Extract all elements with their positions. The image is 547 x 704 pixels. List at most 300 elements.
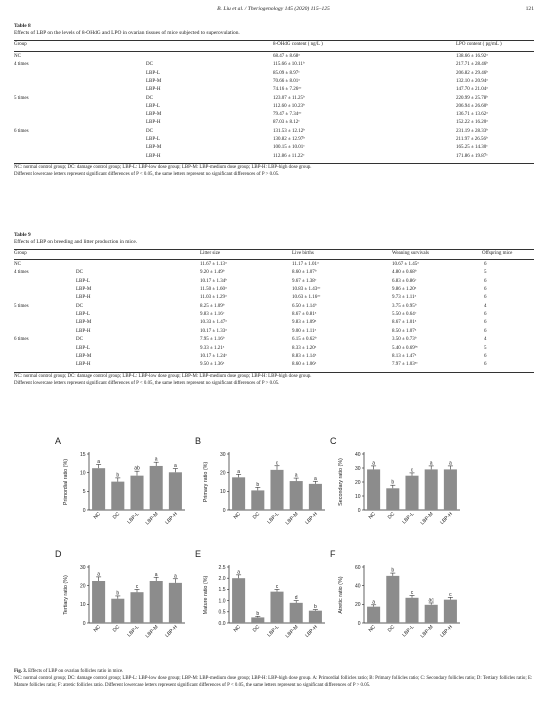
chart-svg-E xyxy=(195,547,335,659)
table8-header-group: Group xyxy=(14,42,27,47)
t9-cell-c2: 6.15 ± 0.62$^b$ xyxy=(292,335,317,343)
t9-cell-c2-letter: a xyxy=(314,352,317,357)
chart-svg-A xyxy=(55,434,195,546)
chart-svg-D xyxy=(55,547,195,659)
bar-nc xyxy=(232,477,245,510)
t9-cell-c3: 3.50 ± 0.73$^b$ xyxy=(392,335,417,343)
y-tick-label: 40 xyxy=(354,451,361,458)
significance-letter: a xyxy=(97,571,100,578)
y-tick-label: 0 xyxy=(82,507,86,514)
y-tick-label: 10 xyxy=(219,489,226,496)
t9-cell-c2-letter: a xyxy=(314,327,317,332)
x-tick-label: LBP-H xyxy=(304,624,319,639)
t8-row-subgroup: LBP-L xyxy=(146,103,160,109)
significance-letter: b xyxy=(314,604,317,611)
t8-row-subgroup: LBP-L xyxy=(146,70,160,76)
t9-row-subgroup: LBP-L xyxy=(76,312,90,318)
x-tick-label: NC xyxy=(232,624,243,634)
bar-dc xyxy=(111,482,124,510)
t8-cell-c1: 87.03 ± 8.12$^c$ xyxy=(273,118,300,126)
bar-nc xyxy=(92,581,105,623)
t9-cell-c1: 9.33 ± 1.21$^a$ xyxy=(200,343,225,351)
t9-cell-c1: 11.50 ± 1.60$^a$ xyxy=(200,285,227,293)
t8-cell-c2: 138.66 ± 16.92$^a$ xyxy=(456,52,488,59)
bar-dc xyxy=(111,599,124,623)
t8-cell-c2: 206.94 ± 26.60$^b$ xyxy=(456,102,488,109)
x-tick-label: LBP-M xyxy=(419,624,435,640)
t8-cell-c1: 112.60 ± 10.23$^b$ xyxy=(273,102,305,109)
bar-lbp-h xyxy=(444,469,457,510)
x-tick-label: LBP-H xyxy=(439,624,454,639)
t9-cell-c4: 4 xyxy=(484,337,487,343)
y-tick-label: 40 xyxy=(354,583,361,590)
t9-row-subgroup: DC xyxy=(76,303,83,309)
bar-lbp-h xyxy=(309,611,322,623)
t9-cell-c3-letter: a xyxy=(414,293,417,298)
t8-cell-c1: 112.86 ± 11.22$^c$ xyxy=(273,152,305,159)
t8-cell-c1: 115.66 ± 10.11$^b$ xyxy=(273,60,305,68)
x-tick-label: DC xyxy=(251,511,262,521)
t9-cell-c3-letter: b xyxy=(414,268,417,273)
t8-cell-c2-letter: b xyxy=(486,102,488,107)
y-tick-label: 30 xyxy=(219,451,226,458)
chart-panel-D xyxy=(55,547,195,659)
significance-letter: d xyxy=(294,595,298,602)
t9-cell-c1-letter: b xyxy=(222,335,225,340)
significance-letter: b xyxy=(116,590,120,597)
y-tick-label: 20 xyxy=(219,470,226,477)
table8-top-rule xyxy=(14,40,534,41)
t8-cell-c1: 74.16 ± 7.26$^{ac}$ xyxy=(273,85,302,93)
x-tick-label: DC xyxy=(251,624,262,634)
t9-row-subgroup: LBP-M xyxy=(76,353,92,359)
significance-letter: ac xyxy=(428,597,434,604)
table9-header-weaning: Weaning survivals xyxy=(392,251,429,256)
y-tick-label: 15 xyxy=(79,451,86,458)
chart-panel-A xyxy=(55,434,195,546)
bar-lbp-h xyxy=(169,472,182,510)
x-tick-label: NC xyxy=(232,511,243,521)
bar-lbp-l xyxy=(270,592,283,623)
x-tick-label: LBP-H xyxy=(164,624,179,639)
significance-letter: c xyxy=(410,467,414,474)
x-tick-label: LBP-H xyxy=(304,511,319,526)
t9-cell-c3: 9.86 ± 1.20$^a$ xyxy=(392,285,417,293)
t8-cell-c1-letter: c xyxy=(303,143,305,148)
t9-cell-c1-letter: a xyxy=(225,285,227,290)
chart-panel-F xyxy=(330,547,470,659)
chart-panel-C xyxy=(330,434,470,546)
y-tick-label: 1.5 xyxy=(218,587,226,594)
t9-cell-c3: 7.97 ± 1.03$^{ac}$ xyxy=(392,360,418,368)
t9-cell-c2: 6.50 ± 1.14$^b$ xyxy=(292,302,317,309)
figure3-caption-text: NC: normal control group; DC: damage control group; LBP-L: LBP-low dose group; LBP-M: LBP-medium dose group; LBP-H: LBP-high dose group. A: Primordial follicles ratio; B: Primary follicles ratio; C: Secondary follicles ratio; D: Tertiary follicles ratio; E: Mature follicles ratio; F: atretic follicles ratio. Different lowercase letters represent significant differences of P < 0.05, the same letters represent no significant differences of P > 0.05. xyxy=(14,676,533,688)
table9-header-live: Live births xyxy=(292,251,314,256)
table8-label: Table 8 xyxy=(14,23,31,29)
bar-lbp-h xyxy=(309,484,322,510)
x-tick-label: LBP-L xyxy=(266,511,281,526)
table9-notes xyxy=(14,374,536,387)
t8-cell-c1-letter: b xyxy=(303,102,305,107)
x-tick-label: NC xyxy=(367,511,378,521)
table9-note-abbrev: NC: normal control group; DC: damage control group; LBP-L: LBP-low dose group; LBP-M: LBP-medium dose group; LBP-H: LBP-high dose group. xyxy=(14,374,312,379)
y-tick-label: 0 xyxy=(222,507,226,514)
t8-row-subgroup: LBP-L xyxy=(146,137,160,142)
t9-cell-c1: 9.20 ± 1.49$^b$ xyxy=(200,268,225,276)
x-tick-label: DC xyxy=(386,511,397,521)
t9-row-subgroup: LBP-M xyxy=(76,320,92,326)
t8-row-subgroup: LBP-H xyxy=(146,120,161,126)
t8-cell-c1-letter: c xyxy=(302,152,305,156)
t9-row-group: 6 times xyxy=(14,337,29,343)
t8-cell-c2: 152.22 ± 16.20$^a$ xyxy=(456,118,488,126)
t8-cell-c1: 68.47 ± 8.68$^a$ xyxy=(273,52,300,59)
y-tick-label: 0 xyxy=(82,620,86,627)
y-tick-label: 30 xyxy=(79,564,86,571)
significance-letter: b xyxy=(391,479,395,486)
t8-cell-c2: 171.86 ± 19.87$^c$ xyxy=(456,152,488,159)
t9-cell-c4: 6 xyxy=(484,295,487,301)
x-tick-label: LBP-M xyxy=(284,511,300,527)
table9-header-litter: Litter size xyxy=(200,251,221,256)
t8-row-subgroup: LBP-M xyxy=(146,78,162,84)
t9-cell-c3: 10.67 ± 1.45$^a$ xyxy=(392,260,419,267)
bar-lbp-h xyxy=(444,600,457,623)
t8-cell-c2-letter: a xyxy=(486,77,488,82)
t9-cell-c2-letter: ac xyxy=(317,285,321,290)
bar-lbp-m xyxy=(290,603,303,623)
figure3-label: Fig. 3. xyxy=(14,669,27,674)
t9-cell-c1-letter: c xyxy=(222,310,225,315)
y-tick-label: 0.5 xyxy=(218,609,226,616)
panel-letter: A xyxy=(55,436,62,446)
x-tick-label: LBP-L xyxy=(401,624,416,639)
t9-cell-c2: 8.83 ± 1.14$^a$ xyxy=(292,352,317,359)
t9-cell-c1-letter: a xyxy=(225,260,227,265)
t9-cell-c3-letter: a xyxy=(414,352,417,357)
table9-top-rule xyxy=(14,249,534,250)
t9-cell-c4: 6 xyxy=(484,287,487,293)
t8-cell-c2-letter: b xyxy=(486,127,488,132)
y-axis-label: Primordial ratio (%) xyxy=(63,458,69,506)
chart-svg-C xyxy=(330,434,470,546)
x-tick-label: LBP-H xyxy=(164,511,179,526)
figure3-title: Effects of LBP on ovarian follicles ratio in mice. xyxy=(28,669,124,674)
t8-row-group: 6 times xyxy=(14,128,29,134)
significance-letter: c xyxy=(275,460,279,467)
x-tick-label: LBP-M xyxy=(419,511,435,527)
bar-lbp-m xyxy=(425,605,438,623)
y-tick-label: 10 xyxy=(354,493,361,500)
t8-cell-c2: 211.97 ± 26.56$^b$ xyxy=(456,135,488,142)
t9-cell-c2-letter: a xyxy=(314,360,317,365)
t9-cell-c4: 6 xyxy=(484,262,487,267)
t9-cell-c1: 7.95 ± 1.16$^b$ xyxy=(200,335,225,343)
t9-cell-c1: 9.50 ± 1.36$^a$ xyxy=(200,360,225,368)
t9-cell-c1: 10.17 ± 1.33$^a$ xyxy=(200,327,227,334)
table9-bottom-rule xyxy=(14,372,534,373)
t9-cell-c3-letter: ac xyxy=(414,360,418,365)
t9-cell-c4: 5 xyxy=(484,270,487,276)
t9-cell-c1-letter: b xyxy=(222,268,225,273)
t9-row-group: 4 times xyxy=(14,270,29,276)
t8-cell-c2-letter: c xyxy=(486,143,488,148)
t8-cell-c1-letter: c xyxy=(298,118,300,123)
t9-cell-c3: 5.50 ± 0.64$^c$ xyxy=(392,310,417,318)
y-axis-label: Tertiary ratio (%) xyxy=(63,575,69,615)
y-tick-label: 30 xyxy=(354,465,361,472)
x-tick-label: LBP-L xyxy=(266,624,281,639)
table9-caption xyxy=(14,232,137,246)
t8-cell-c1-letter: ac xyxy=(298,110,302,115)
t8-row-group: NC xyxy=(14,54,21,59)
t8-row-subgroup: LBP-M xyxy=(146,145,162,151)
t8-cell-c1-letter: c xyxy=(298,69,300,73)
t9-cell-c3: 3.75 ± 0.95$^b$ xyxy=(392,302,417,309)
t8-cell-c1: 85.09 ± 8.97$^c$ xyxy=(273,69,300,76)
significance-letter: b xyxy=(391,567,395,574)
t9-cell-c2-letter: a xyxy=(314,343,317,348)
t9-cell-c4: 6 xyxy=(484,353,487,359)
table9-note-sig: Different lowercase letters represent significant differences of P < 0.05, the same letters represent no significant differences of P > 0.05. xyxy=(14,380,280,386)
table8-bottom-rule xyxy=(14,163,534,164)
x-tick-label: NC xyxy=(367,624,378,634)
bar-lbp-m xyxy=(290,481,303,510)
t8-cell-c2: 165.25 ± 14.30$^c$ xyxy=(456,143,488,151)
t9-row-subgroup: LBP-L xyxy=(76,278,90,284)
y-axis-label: Atretic ratio (%) xyxy=(338,576,344,614)
significance-letter: b xyxy=(116,472,120,479)
significance-letter: b xyxy=(256,610,260,617)
t8-cell-c2-letter: a xyxy=(486,52,488,57)
t9-cell-c3: 8.67 ± 1.01$^a$ xyxy=(392,318,417,326)
t9-cell-c2: 11.17 ± 1.01$^a$ xyxy=(292,260,319,267)
y-tick-label: 0 xyxy=(357,620,361,627)
t9-cell-c4: 6 xyxy=(484,278,487,284)
table9-label: Table 9 xyxy=(14,232,31,238)
y-axis-label: Primary ratio (%) xyxy=(203,461,209,503)
y-tick-label: 2.0 xyxy=(218,576,226,582)
t9-cell-c4: 6 xyxy=(484,362,487,368)
y-tick-label: 0 xyxy=(357,507,361,514)
x-tick-label: LBP-L xyxy=(126,624,141,639)
t8-cell-c2-letter: a xyxy=(486,110,488,115)
t9-cell-c1-letter: b xyxy=(225,277,227,282)
t8-row-subgroup: DC xyxy=(146,128,153,134)
x-tick-label: DC xyxy=(111,511,122,521)
t8-cell-c2: 136.71 ± 13.62$^a$ xyxy=(456,110,488,118)
x-tick-label: LBP-M xyxy=(144,624,160,640)
bar-lbp-l xyxy=(270,470,283,510)
bar-lbp-l xyxy=(405,476,418,510)
table9-header-group: Group xyxy=(14,251,27,256)
significance-letter: a xyxy=(154,571,158,578)
t9-cell-c2-letter: ac xyxy=(317,293,321,298)
table8-header-lpo: LPO content ( pg/mL ) xyxy=(456,42,502,47)
t8-cell-c1-letter: a xyxy=(298,52,300,57)
table8-caption xyxy=(14,23,240,37)
t8-row-subgroup: LBP-M xyxy=(146,112,162,118)
significance-letter: a xyxy=(449,460,452,467)
t9-cell-c1: 11.67 ± 1.13$^a$ xyxy=(200,260,227,267)
panel-letter: F xyxy=(330,549,336,559)
table9-header-rule xyxy=(14,259,534,260)
t8-row-group: 4 times xyxy=(14,62,29,68)
t9-cell-c2: 8.67 ± 0.81$^a$ xyxy=(292,310,317,318)
table8-header-rule xyxy=(14,51,534,52)
chart-svg-B xyxy=(195,434,335,546)
y-tick-label: 10 xyxy=(79,602,86,609)
y-tick-label: 1.0 xyxy=(218,598,226,605)
panel-letter: D xyxy=(55,549,62,559)
x-tick-label: NC xyxy=(92,511,103,521)
x-tick-label: NC xyxy=(92,624,103,634)
t9-row-group: NC xyxy=(14,262,21,267)
t9-cell-c3-letter: a xyxy=(414,327,417,332)
t9-cell-c3: 6.83 ± 0.86$^c$ xyxy=(392,277,417,284)
t9-cell-c3-letter: a xyxy=(414,285,417,290)
t9-cell-c4: 6 xyxy=(484,312,487,318)
chart-panel-E xyxy=(195,547,335,659)
t9-cell-c3-letter: bc xyxy=(414,343,418,348)
t9-cell-c4: 4 xyxy=(484,303,487,309)
t9-cell-c4: 5 xyxy=(484,345,487,351)
t8-cell-c2-letter: b xyxy=(486,69,488,73)
y-axis-label: Mature ratio (%) xyxy=(203,575,209,615)
t9-cell-c4: 6 xyxy=(484,328,487,334)
y-tick-label: 2.5 xyxy=(218,564,226,571)
t9-row-subgroup: LBP-H xyxy=(76,362,91,368)
y-axis-label: Secondary ratio (%) xyxy=(338,458,344,506)
t9-cell-c1-letter: a xyxy=(225,352,227,357)
significance-letter: a xyxy=(294,472,298,479)
bar-dc xyxy=(251,617,264,623)
t9-cell-c2-letter: b xyxy=(314,335,317,340)
t8-cell-c1: 123.07 ± 11.25$^b$ xyxy=(273,93,305,101)
t8-cell-c2: 206.82 ± 29.46$^b$ xyxy=(456,69,488,76)
significance-letter: ab xyxy=(134,465,140,472)
figure3-caption xyxy=(14,668,536,689)
t9-cell-c3-letter: c xyxy=(414,277,417,282)
y-tick-label: 60 xyxy=(354,564,361,571)
x-tick-label: LBP-M xyxy=(144,511,160,527)
significance-letter: a xyxy=(97,458,100,465)
t9-cell-c2-letter: b xyxy=(314,302,317,307)
table8-note-sig: Different lowercase letters represent significant differences of P < 0.05, the same letters represent no significant differences of P > 0.05. xyxy=(14,171,280,177)
t9-cell-c2: 8.60 ± 1.07$^b$ xyxy=(292,268,317,276)
t8-cell-c2-letter: b xyxy=(486,135,488,140)
t8-cell-c2-letter: b xyxy=(486,93,488,98)
page-number: 121 xyxy=(525,6,534,12)
t9-cell-c3: 8.13 ± 1.47$^a$ xyxy=(392,352,417,359)
t8-cell-c2-letter: a xyxy=(486,118,488,123)
t8-cell-c1: 131.53 ± 12.12$^b$ xyxy=(273,127,305,134)
t8-cell-c1: 100.15 ± 10.01$^c$ xyxy=(273,143,305,151)
t8-cell-c1-letter: a xyxy=(298,77,300,82)
chart-panel-B xyxy=(195,434,335,546)
significance-letter: a xyxy=(429,460,433,467)
t9-cell-c1-letter: a xyxy=(225,318,227,323)
significance-letter: a xyxy=(154,456,158,463)
table9-title: Effects of LBP on breeding and litter production in mice. xyxy=(14,239,138,245)
t9-cell-c2: 9.00 ± 1.11$^a$ xyxy=(292,327,317,334)
bar-dc xyxy=(251,490,264,510)
t8-cell-c1: 130.82 ± 12.97$^b$ xyxy=(273,135,305,142)
significance-letter: a xyxy=(372,599,375,606)
t8-cell-c1-letter: b xyxy=(303,127,305,132)
t9-row-subgroup: LBP-L xyxy=(76,345,90,351)
t8-cell-c2: 220.99 ± 25.78$^b$ xyxy=(456,93,488,101)
t9-cell-c1: 9.83 ± 1.16$^c$ xyxy=(200,310,225,318)
t9-cell-c1-letter: a xyxy=(225,293,227,298)
t9-cell-c1-letter: a xyxy=(222,343,225,348)
x-tick-label: DC xyxy=(111,624,122,634)
significance-letter: c xyxy=(275,583,279,590)
t8-row-subgroup: LBP-H xyxy=(146,87,161,93)
t9-cell-c2: 9.83 ± 1.09$^a$ xyxy=(292,318,317,326)
x-tick-label: LBP-L xyxy=(126,511,141,526)
t8-cell-c1-letter: b xyxy=(303,93,305,98)
t9-cell-c1: 10.17 ± 1.34$^b$ xyxy=(200,277,227,284)
chart-svg-F xyxy=(330,547,470,659)
t9-cell-c2-letter: c xyxy=(314,277,317,282)
t9-cell-c3: 4.80 ± 0.68$^b$ xyxy=(392,268,417,276)
significance-letter: a xyxy=(372,460,375,467)
x-tick-label: LBP-H xyxy=(439,511,454,526)
t9-cell-c2-letter: b xyxy=(314,268,317,273)
t9-cell-c3: 8.50 ± 1.07$^a$ xyxy=(392,327,417,334)
panel-letter: E xyxy=(195,549,202,559)
t9-row-subgroup: LBP-M xyxy=(76,287,92,293)
t9-cell-c2-letter: a xyxy=(314,318,317,323)
bar-nc xyxy=(232,578,245,623)
x-tick-label: LBP-L xyxy=(401,511,416,526)
t9-cell-c2: 10.83 ± 1.43$^{ac}$ xyxy=(292,285,321,293)
t9-cell-c2: 10.63 ± 1.16$^{ac}$ xyxy=(292,293,321,301)
t9-cell-c4: 6 xyxy=(484,320,487,326)
t9-cell-c1: 11.03 ± 1.29$^a$ xyxy=(200,293,227,301)
t9-cell-c3-letter: b xyxy=(414,335,417,340)
bar-nc xyxy=(367,607,380,623)
t9-row-subgroup: DC xyxy=(76,270,83,276)
t8-cell-c1-letter: ac xyxy=(298,85,302,90)
t9-cell-c2-letter: a xyxy=(314,310,317,315)
significance-letter: a xyxy=(237,569,240,576)
x-tick-label: DC xyxy=(386,624,397,634)
bar-lbp-m xyxy=(150,581,163,623)
t9-cell-c3-letter: b xyxy=(414,302,417,307)
table9-header-offspring: Offspring mice xyxy=(482,251,513,256)
y-tick-label: 20 xyxy=(354,479,361,486)
table8-header-8ohdg: 8-OHdG content ( ng/L ) xyxy=(273,42,323,47)
bar-lbp-l xyxy=(130,592,143,623)
significance-letter: a xyxy=(174,463,177,470)
bar-lbp-l xyxy=(130,476,143,510)
t9-row-subgroup: DC xyxy=(76,337,83,343)
t9-row-subgroup: LBP-H xyxy=(76,328,91,334)
y-tick-label: 0.0 xyxy=(218,620,226,627)
t8-row-subgroup: DC xyxy=(146,95,153,101)
bar-lbp-m xyxy=(425,469,438,510)
t9-cell-c3-letter: a xyxy=(417,260,419,265)
y-tick-label: 5 xyxy=(82,489,86,496)
bar-lbp-m xyxy=(150,466,163,510)
t8-cell-c1-letter: b xyxy=(303,135,305,140)
t8-cell-c1: 70.66 ± 8.01$^a$ xyxy=(273,77,300,84)
t9-cell-c1: 10.17 ± 1.24$^a$ xyxy=(200,352,227,359)
t9-cell-c1-letter: a xyxy=(222,360,225,365)
y-tick-label: 20 xyxy=(354,602,361,609)
